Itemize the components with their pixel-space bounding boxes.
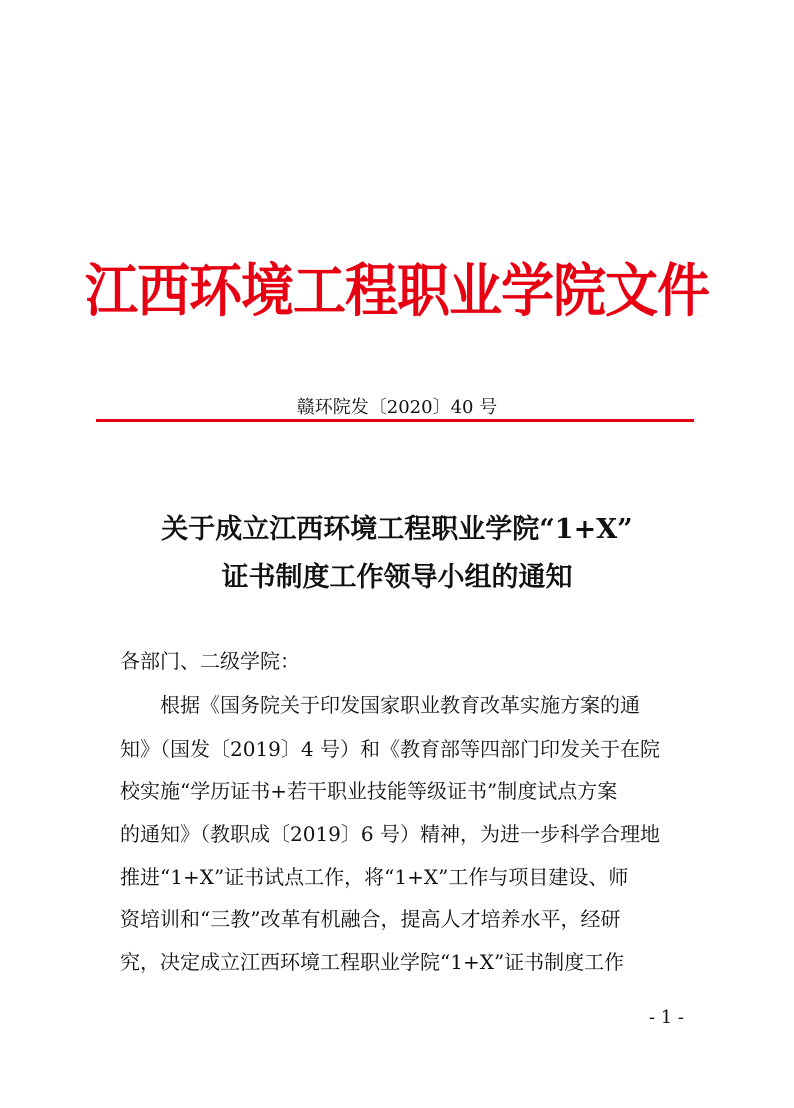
body-line-3: 校实施“学历证书+若干职业技能等级证书”制度试点方案 bbox=[120, 779, 618, 803]
body-line-5: 推进“1+X”证书试点工作，将“1+X”工作与项目建设、师 bbox=[120, 865, 629, 889]
salutation: 各部门、二级学院： bbox=[120, 649, 300, 673]
document-number: 赣环院发〔2020〕40 号 bbox=[296, 397, 498, 418]
body-line-2: 知》（国发〔2019〕4 号）和《教育部等四部门印发关于在院 bbox=[120, 737, 660, 761]
body-line-1: 根据《国务院关于印发国家职业教育改革实施方案的通 bbox=[160, 693, 640, 717]
body-line-6: 资培训和“三教”改革有机融合，提高人才培养水平，经研 bbox=[120, 907, 621, 931]
body-line-7: 究，决定成立江西环境工程职业学院“1+X”证书制度工作 bbox=[120, 950, 625, 974]
notice-title-line-1: 关于成立江西环境工程职业学院“1+X” bbox=[161, 514, 633, 545]
masthead-title: 江西环境工程职业学院文件 bbox=[85, 258, 709, 325]
notice-title-line-2: 证书制度工作领导小组的通知 bbox=[221, 562, 573, 593]
body-line-4: 的通知》（教职成〔2019〕6 号）精神，为进一步科学合理地 bbox=[120, 822, 660, 846]
red-divider-rule bbox=[96, 419, 694, 422]
page-number: - 1 - bbox=[648, 1007, 684, 1028]
